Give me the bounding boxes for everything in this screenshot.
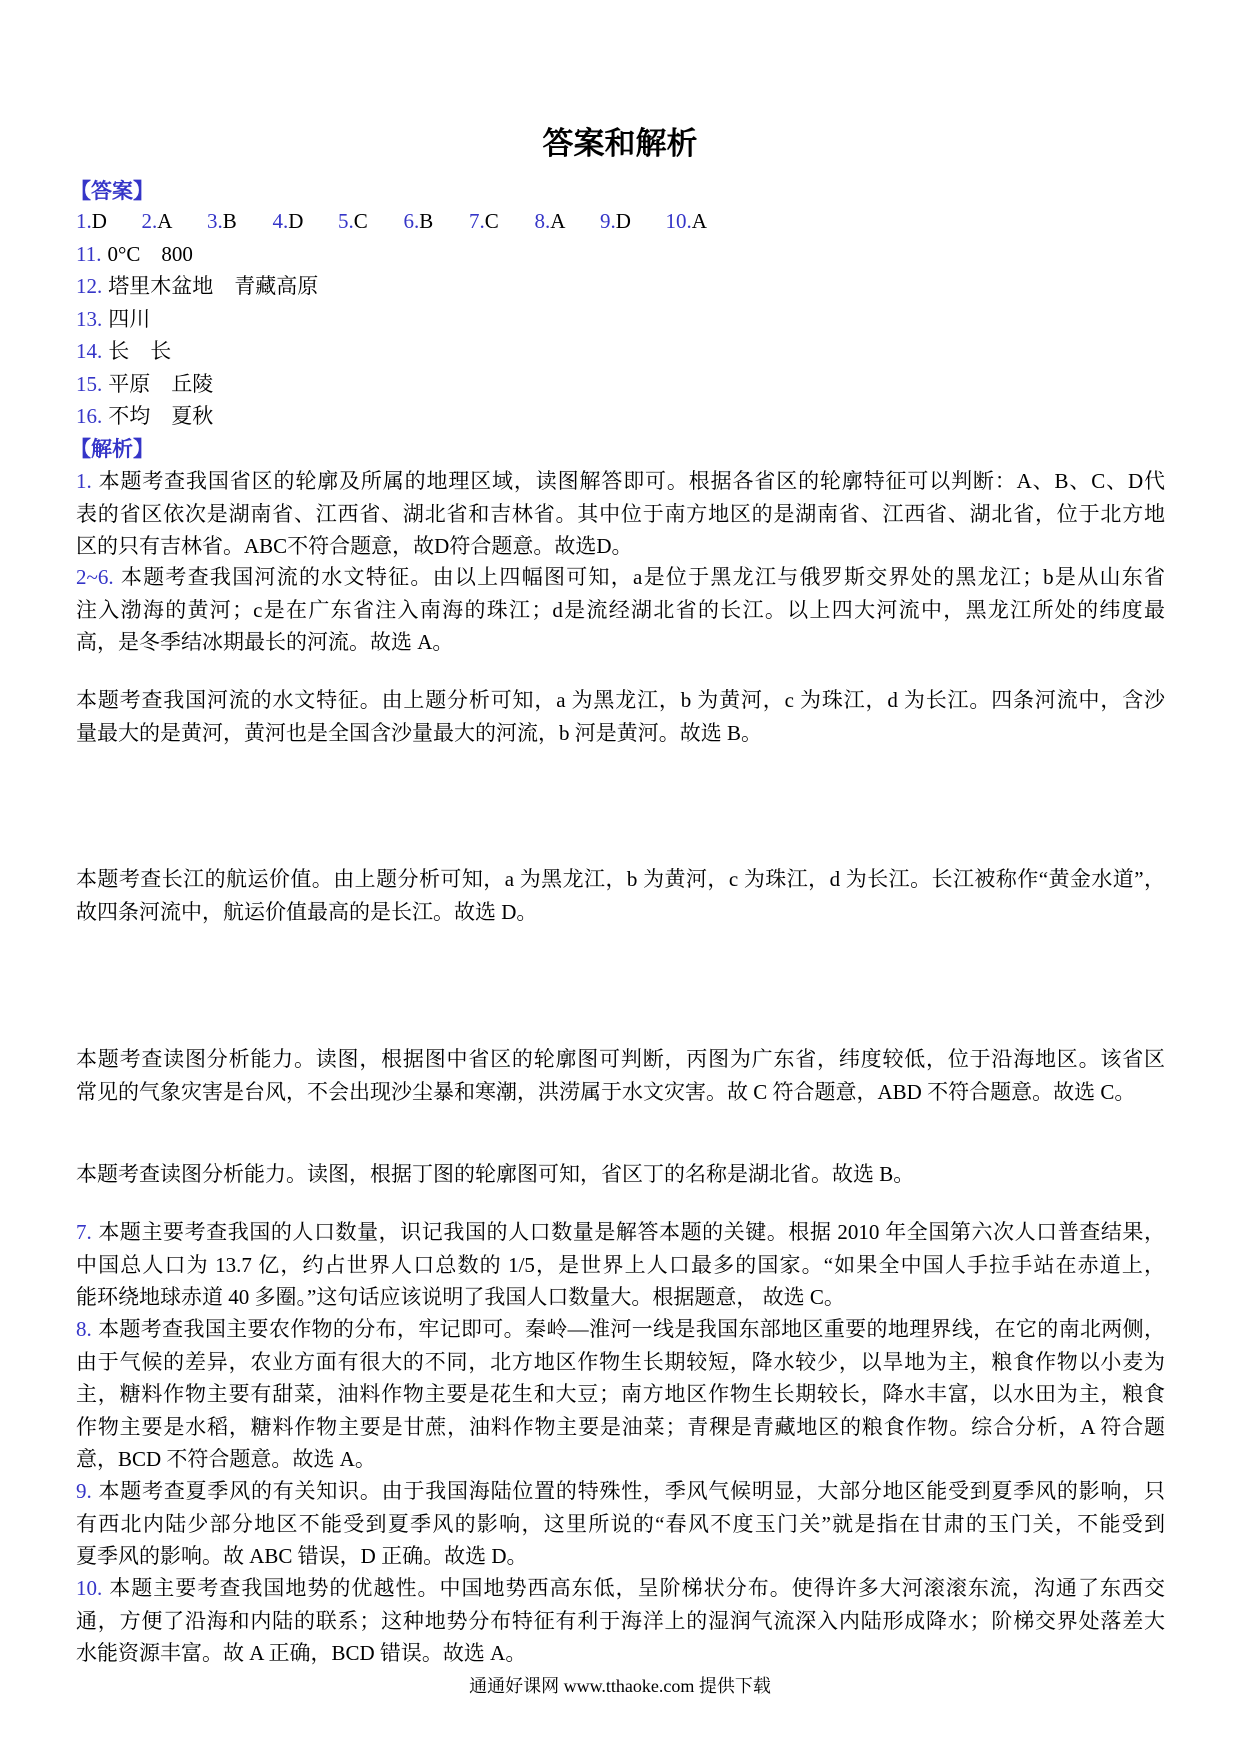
line-text: 夏季风的影响。故 ABC 错误，D 正确。故选 D。 [76, 1544, 528, 1568]
question-number: 9. [600, 209, 616, 233]
paragraph-line [76, 1475, 1165, 1508]
question-number: 9. [76, 1479, 92, 1503]
answer-item [207, 205, 273, 237]
answer-item [273, 205, 339, 237]
paragraph-line [76, 1540, 1165, 1573]
line-text: 表的省区依次是湖南省、江西省、湖北省和吉林省。其中位于南方地区的是湖南省、江西省、湖北省，位于北方地 [76, 501, 1165, 526]
line-text: 常见的气象灾害是台风，不会出现沙尘暴和寒潮，洪涝属于水文灾害。故 C 符合题意，ABD 不符合题意。故选 C。 [76, 1079, 1136, 1104]
paragraph-line [76, 684, 1165, 717]
line-text: 故四条河流中，航运价值最高的是长江。故选 D。 [76, 899, 538, 924]
line-text: 本题考查长江的航运价值。由上题分析可知，a 为黑龙江，b 为黄河，c 为珠江，d 为长江。长江被称作“黄金水道”， [76, 867, 1165, 891]
line-text: 本题主要考查我国的人口数量，识记我国的人口数量是解答本题的关键。根据 2010 年全国第六次人口普查结果， [97, 1220, 1165, 1244]
paragraph-line [76, 1313, 1165, 1346]
paragraph-line [76, 1637, 1165, 1670]
question-number: 1. [76, 469, 92, 493]
question-number: 11. [76, 241, 102, 266]
analysis-paragraph [76, 1043, 1165, 1108]
question-number: 8. [534, 209, 551, 233]
question-number: 7. [469, 209, 485, 233]
paragraph-line [76, 626, 1165, 659]
line-text: 由于气候的差异，农业方面有很大的不同，北方地区作物生长期较短，降水较少，以旱地为主，粮食作物以小麦为 [76, 1349, 1165, 1374]
answers-section-label: 【答案】 [70, 179, 154, 203]
line-text: 注入渤海的黄河；c是在广东省注入南海的珠江；d是流经湖北省的长江。以上四大河流中，黑龙江所处的纬度最 [76, 597, 1165, 622]
question-number: 3. [207, 209, 223, 233]
question-number: 4. [272, 209, 289, 233]
answer-item [142, 205, 208, 237]
answer-value: 平原 丘陵 [108, 371, 214, 396]
question-number: 16. [76, 404, 103, 428]
paragraph-line [76, 561, 1165, 594]
paragraph-line [76, 717, 1165, 750]
question-number: 10. [665, 209, 692, 233]
paragraph-line [76, 498, 1165, 531]
line-text: 区的只有吉林省。ABC不符合题意，故D符合题意。故选D。 [76, 534, 633, 558]
answer-row [76, 368, 213, 400]
line-text: 意，BCD 不符合题意。故选 A。 [76, 1447, 376, 1471]
answer-item [469, 205, 535, 237]
footer-credit: 通通好课网 www.tthaoke.com 提供下载 [469, 1676, 771, 1696]
question-number: 12. [76, 274, 103, 298]
paragraph-line [76, 1249, 1165, 1282]
analysis-paragraph [76, 1475, 1165, 1573]
answer-item [404, 205, 470, 237]
answer-value: D [288, 209, 304, 233]
answer-value: A [157, 209, 173, 233]
answer-value: B [222, 209, 237, 233]
paragraph-line [76, 1605, 1165, 1638]
line-text: 本题考查读图分析能力。读图，根据丁图的轮廓图可知，省区丁的名称是湖北省。故选 B。 [76, 1162, 915, 1186]
paragraph-line [76, 863, 1165, 896]
line-text: 中国总人口为 13.7 亿，约占世界人口总数的 1/5，是世界上人口最多的国家。“如果全中国人手拉手站在赤道上， [76, 1252, 1165, 1277]
analysis-paragraph [76, 1313, 1165, 1476]
answer-value: 塔里木盆地 青藏高原 [108, 274, 319, 298]
line-text: 本题考查读图分析能力。读图，根据图中省区的轮廓图可判断，丙图为广东省，纬度较低，位于沿海地区。该省区 [76, 1047, 1165, 1071]
line-text: 本题考查夏季风的有关知识。由于我国海陆位置的特殊性，季风气候明显，大部分地区能受到夏季风的影响，只 [97, 1479, 1165, 1503]
paragraph-line [76, 1158, 1165, 1191]
answer-value: A [691, 209, 707, 233]
analysis-paragraph [76, 561, 1165, 659]
question-number: 15. [76, 371, 103, 396]
question-number: 2. [141, 209, 158, 233]
answer-row [76, 238, 193, 270]
answer-value: 四川 [108, 306, 151, 331]
paragraph-line [76, 1508, 1165, 1541]
paragraph-line [76, 1216, 1165, 1249]
answer-value: 不均 夏秋 [108, 404, 214, 428]
question-number: 8. [76, 1317, 92, 1341]
line-text: 主，糖料作物主要有甜菜，油料作物主要是花生和大豆；南方地区作物生长期较长，降水丰富，以水田为主，粮食 [76, 1382, 1165, 1406]
line-text: 作物主要是水稻，糖料作物主要是甘蔗，油料作物主要是油菜；青稞是青藏地区的粮食作物。综合分析，A 符合题 [76, 1414, 1165, 1439]
line-text: 有西北内陆少部分地区不能受到夏季风的影响，这里所说的“春风不度玉门关”就是指在甘肃的玉门关，不能受到 [76, 1511, 1165, 1536]
analysis-paragraph [76, 684, 1165, 749]
answer-value: B [419, 209, 434, 233]
answer-item [600, 205, 666, 237]
paragraph-line [76, 594, 1165, 627]
line-text: 本题主要考查我国地势的优越性。中国地势西高东低，呈阶梯状分布。使得许多大河滚滚东流，沟通了东西交 [108, 1576, 1165, 1600]
answer-row [76, 335, 171, 367]
question-number: 14. [76, 339, 103, 363]
question-number: 6. [403, 209, 420, 233]
question-number: 5. [338, 209, 354, 233]
line-text: 高，是冬季结冰期最长的河流。故选 A。 [76, 630, 454, 654]
paragraph-line [76, 896, 1165, 929]
question-number: 1. [76, 209, 92, 233]
page-title: 答案和解析 [542, 126, 698, 162]
paragraph-line [76, 1346, 1165, 1379]
answer-item [535, 205, 601, 237]
answers-row-1-10 [76, 205, 731, 237]
paragraph-line [76, 1378, 1165, 1411]
paragraph-line [76, 1443, 1165, 1476]
paragraph-line [76, 1281, 1165, 1314]
answer-item [338, 205, 404, 237]
paragraph-line [76, 465, 1165, 498]
line-text: 水能资源丰富。故 A 正确，BCD 错误。故选 A。 [76, 1641, 527, 1665]
paragraph-line [76, 530, 1165, 563]
analysis-paragraph [76, 1158, 1165, 1191]
analysis-paragraph [76, 1572, 1165, 1670]
paragraph-line [76, 1411, 1165, 1444]
answer-value: C [484, 209, 499, 233]
line-text: 本题考查我国主要农作物的分布，牢记即可。秦岭—淮河一线是我国东部地区重要的地理界线，在它的南北两侧， [97, 1317, 1165, 1341]
question-number: 7. [76, 1220, 92, 1244]
paragraph-line [76, 1572, 1165, 1605]
answer-row [76, 400, 213, 432]
question-number: 2~6. [76, 565, 114, 589]
answer-item [76, 205, 142, 237]
answer-value: 0°C 800 [107, 241, 193, 266]
analysis-paragraph [76, 465, 1165, 563]
paragraph-line [76, 1043, 1165, 1076]
line-text: 能环绕地球赤道 40 多圈。”这句话应该说明了我国人口数量大。根据题意， 故选 C。 [76, 1285, 845, 1309]
answer-item [666, 205, 732, 237]
paragraph-line [76, 1076, 1165, 1109]
analysis-paragraph [76, 863, 1165, 928]
answer-value: D [91, 209, 107, 233]
line-text: 本题考查我国河流的水文特征。由以上四幅图可知，a是位于黑龙江与俄罗斯交界处的黑龙江；b是从山东省 [119, 565, 1165, 589]
line-text: 本题考查我国省区的轮廓及所属的地理区域，读图解答即可。根据各省区的轮廓特征可以判断：A、B、C、D代 [97, 469, 1165, 493]
answer-value: A [550, 209, 566, 233]
answer-value: 长 长 [108, 339, 172, 363]
analysis-section-label: 【解析】 [70, 437, 154, 461]
line-text: 通，方便了沿海和内陆的联系；这种地势分布特征有利于海洋上的湿润气流深入内陆形成降水；阶梯交界处落差大 [76, 1608, 1165, 1633]
analysis-paragraph [76, 1216, 1165, 1314]
answer-value: D [615, 209, 631, 233]
line-text: 本题考查我国河流的水文特征。由上题分析可知，a 为黑龙江，b 为黄河，c 为珠江，d 为长江。四条河流中，含沙 [76, 688, 1165, 712]
question-number: 13. [76, 306, 103, 331]
line-text: 量最大的是黄河，黄河也是全国含沙量最大的河流，b 河是黄河。故选 B。 [76, 720, 763, 745]
answer-row [76, 270, 318, 302]
question-number: 10. [76, 1576, 103, 1600]
answer-row [76, 303, 150, 335]
answer-value: C [353, 209, 368, 233]
